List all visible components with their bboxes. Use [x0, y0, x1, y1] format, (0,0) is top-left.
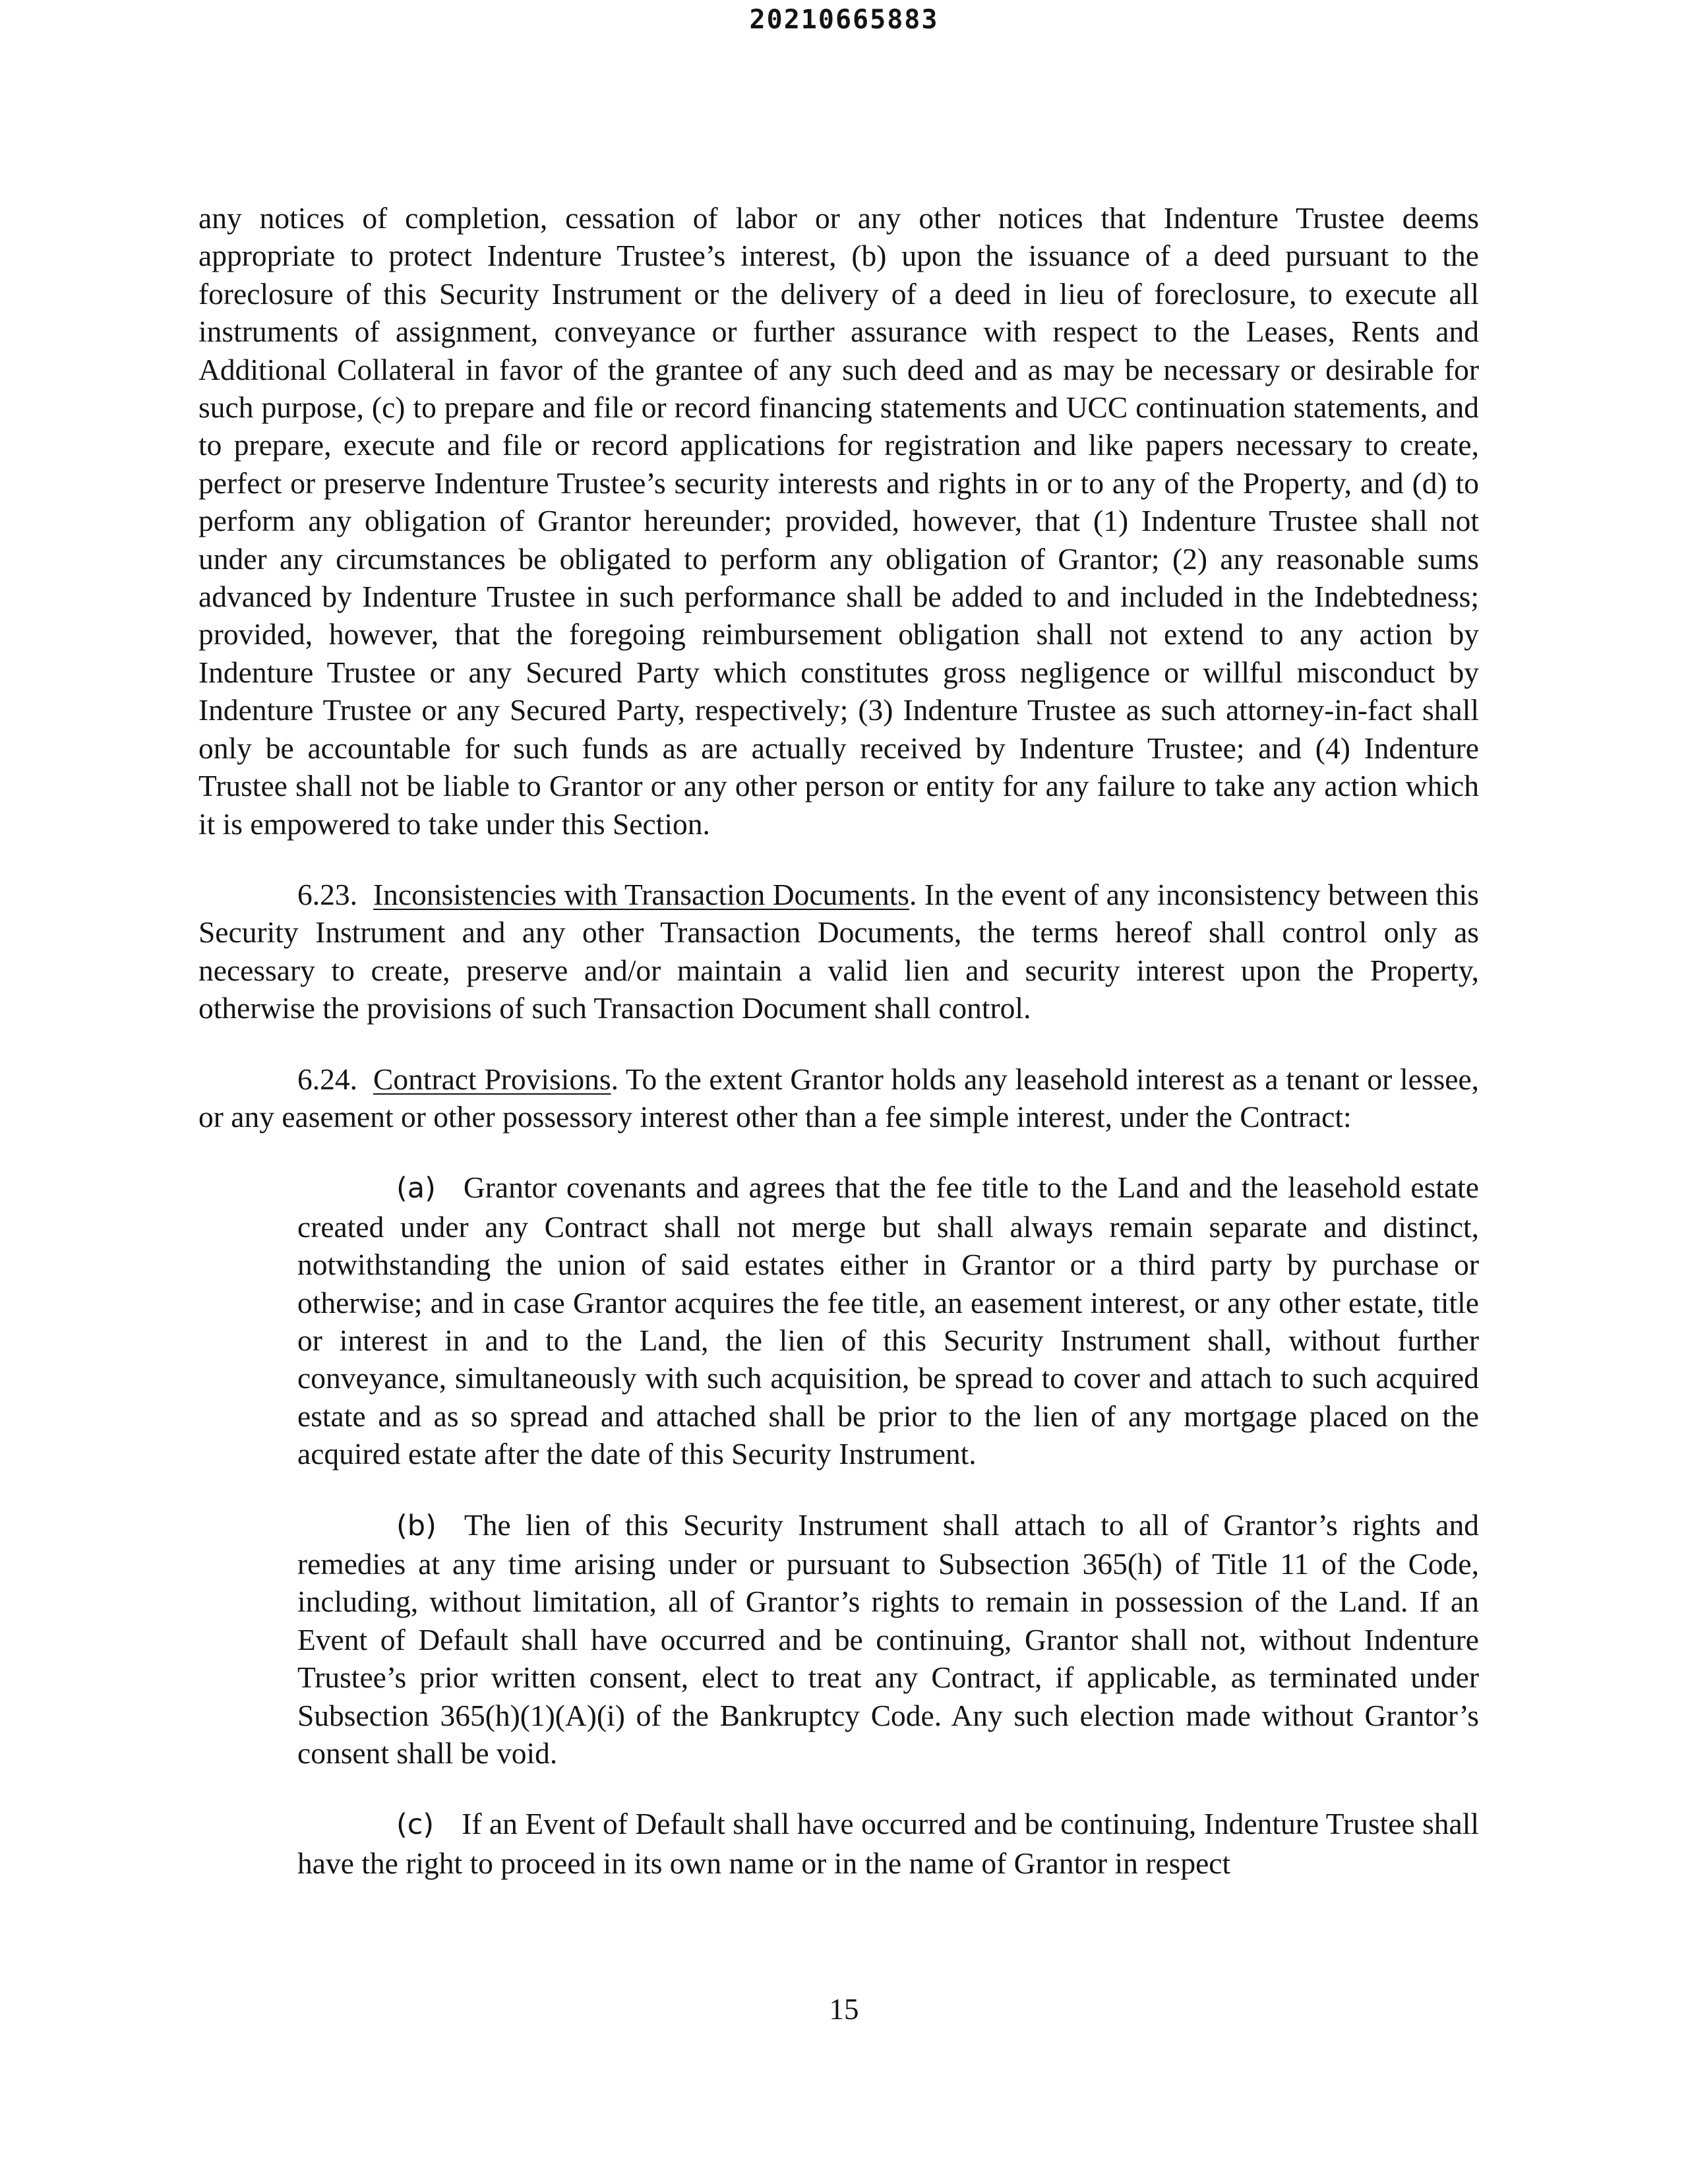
section-text: . To the extent Grantor holds any leasehold interest as a tenant or lessee, or any easement or other possessory interest other than a fee simple interest, under the Contract:	[198, 1062, 1480, 1134]
subsection-text: The lien of this Security Instrument shall attach to all of Grantor’s rights and remedies at any time arising under or pursuant to Subsection 365(h) of Title 11 of the Code, including, without limitation, all of Grantor’s rights to remain in possession of the Land. If an Event of Default shall have occurred and be continuing, Grantor shall not, without Indenture Trustee’s prior written consent, elect to treat any Contract, if applicable, as terminated under Subsection 365(h)(1)(A)(i) of the Bankruptcy Code. Any such election made without Grantor’s consent shall be void.	[297, 1507, 1479, 1771]
subsection-a	[297, 1168, 1479, 1472]
subsection-c	[297, 1805, 1479, 1882]
section-number: 6.23.	[297, 877, 357, 911]
subsection-text: Grantor covenants and agrees that the fee title to the Land and the leasehold estate created under any Contract shall not merge but shall always remain separate and distinct, notwithstanding the union of said estates either in Grantor or a third party by purchase or otherwise; and in case Grantor acquires the fee title, an easement interest, or any other estate, title or interest in and to the Land, the lien of this Security Instrument shall, without further conveyance, simultaneously with such acquisition, be spread to cover and attach to such acquired estate and as so spread and attached shall be prior to the lien of any mortgage placed on the acquired estate after the date of this Security Instrument.	[297, 1170, 1479, 1471]
subsection-b	[297, 1506, 1479, 1773]
subsection-label: (c)	[396, 1808, 435, 1842]
section-text: . In the event of any inconsistency between this Security Instrument and any other Transaction Documents, the terms hereof shall control only as necessary to create, preserve and/or maintain a valid lien and security interest upon the Property, otherwise the provisions of such Transaction Document shall control.	[198, 877, 1479, 1025]
subsection-text: If an Event of Default shall have occurred and be continuing, Indenture Trustee shall have the right to proceed in its own name or in the name of Grantor in respect	[297, 1807, 1479, 1880]
document-number: 20210665883	[749, 5, 939, 35]
continuation-paragraph: any notices of completion, cessation of labor or any other notices that Indenture Trustee deems appropriate to protect Indenture Trustee’s interest, (b) upon the issuance of a deed pursuant to the foreclosure of this Security Instrument or the delivery of a deed in lieu of foreclosure, to execute all instruments of assignment, conveyance or further assurance with respect to the Leases, Rents and Additional Collateral in favor of the grantee of any such deed and as may be necessary or desirable for such purpose, (c) to prepare and file or record financing statements and UCC continuation statements, and to prepare, execute and file or record applications for registration and like papers necessary to create, perfect or preserve Indenture Trustee’s security interests and rights in or to any of the Property, and (d) to perform any obligation of Grantor hereunder; provided, however, that (1) Indenture Trustee shall not under any circumstances be obligated to perform any obligation of Grantor; (2) any reasonable sums advanced by Indenture Trustee in such performance shall be added to and included in the Indebtedness; provided, however, that the foregoing reimbursement obligation shall not extend to any action by Indenture Trustee or any Secured Party which constitutes gross negligence or willful misconduct by Indenture Trustee or any Secured Party, respectively; (3) Indenture Trustee as such attorney-in-fact shall only be accountable for such funds as are actually received by Indenture Trustee; and (4) Indenture Trustee shall not be liable to Grantor or any other person or entity for any failure to take any action which it is empowered to take under this Section.	[198, 201, 1479, 841]
section-6-23	[198, 876, 1479, 1027]
section-title: Contract Provisions	[373, 1062, 611, 1096]
section-number: 6.24.	[297, 1062, 357, 1096]
document-body	[198, 199, 1479, 1882]
subsection-label: (a)	[396, 1172, 436, 1205]
section-title: Inconsistencies with Transaction Documents	[373, 877, 909, 911]
page-number: 15	[829, 1993, 859, 2026]
section-6-24	[198, 1060, 1479, 1136]
subsection-label: (b)	[396, 1509, 437, 1542]
